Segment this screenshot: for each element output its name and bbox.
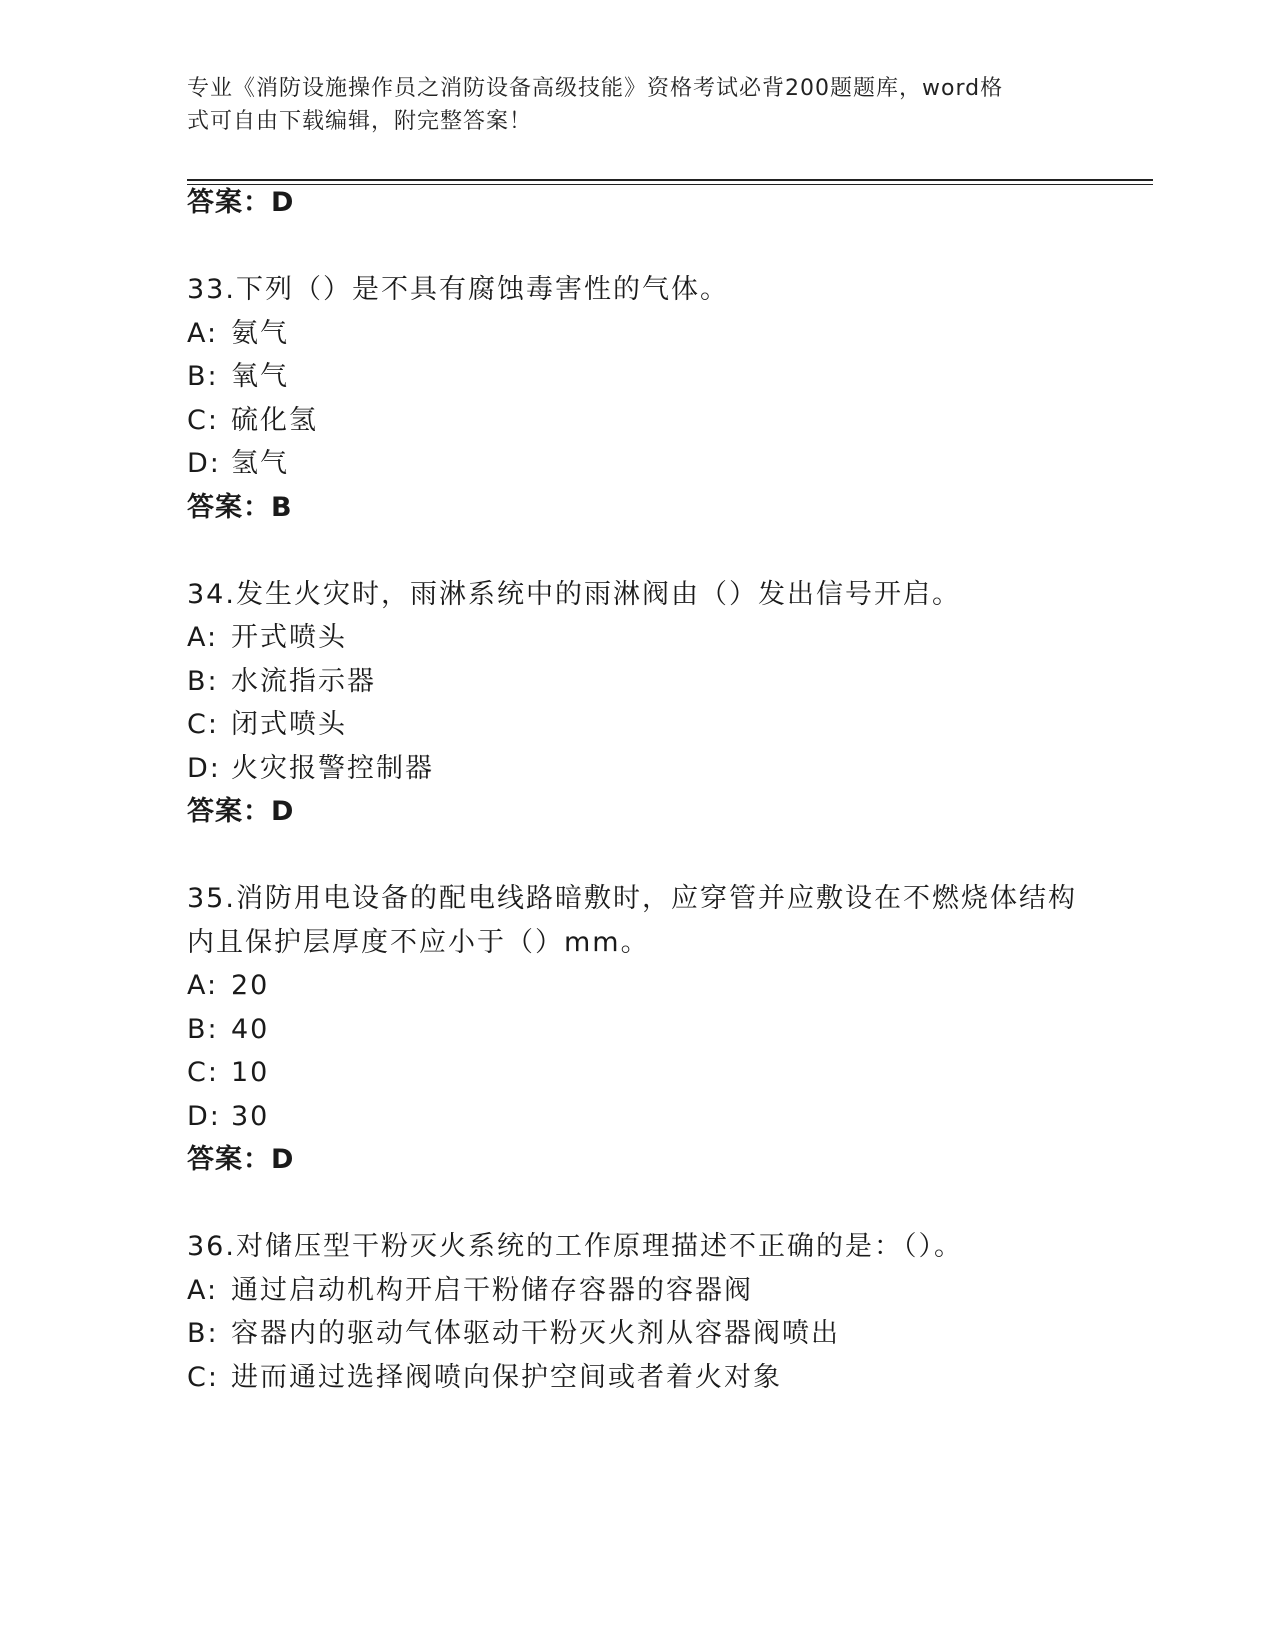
question-34-option-a [187,620,347,656]
answer-33: 答案：B [187,492,293,523]
question-35-option-c [187,1055,269,1091]
option-letter: D: [187,448,221,479]
question-34-stem: 34.发生火灾时，雨淋系统中的雨淋阀由（）发出信号开启。 [187,579,961,610]
question-35-stem-line-1: 35.消防用电设备的配电线路暗敷时，应穿管并应敷设在不燃烧体结构 [187,883,1077,914]
option-text: 容器内的驱动气体驱动干粉灭火剂从容器阀喷出 [231,1318,840,1349]
option-letter: B: [187,1318,219,1349]
option-text: 进而通过选择阀喷向保护空间或者着火对象 [231,1362,782,1393]
question-33-option-d [187,446,289,482]
option-letter: A: [187,318,219,349]
question-33-option-a [187,316,289,352]
option-text: 硫化氢 [231,405,318,436]
option-letter: C: [187,709,219,740]
option-text: 20 [231,970,270,1001]
document-header [187,72,1067,138]
question-33-option-c [187,403,318,439]
option-letter: D: [187,1101,221,1132]
option-letter: B: [187,1014,219,1045]
option-text: 氧气 [231,361,289,392]
option-text: 开式喷头 [231,622,347,653]
option-text: 水流指示器 [231,666,376,697]
option-letter: D: [187,753,221,784]
option-text: 通过启动机构开启干粉储存容器的容器阀 [231,1275,753,1306]
answer-32: 答案：D [187,187,295,218]
header-divider-thick [187,179,1153,181]
question-35-option-b [187,1012,269,1048]
question-36-option-c [187,1360,782,1396]
option-letter: C: [187,1057,219,1088]
option-letter: A: [187,1275,219,1306]
option-letter: C: [187,1362,219,1393]
question-33-stem: 33.下列（）是不具有腐蚀毒害性的气体。 [187,274,729,305]
header-divider-thin [187,184,1153,185]
header-line-2: 式可自由下载编辑，附完整答案！ [187,109,533,134]
question-34-option-c [187,707,347,743]
option-text: 40 [231,1014,270,1045]
question-36-option-a [187,1273,753,1309]
option-letter: C: [187,405,219,436]
option-text: 氢气 [231,448,289,479]
question-34-option-d [187,751,434,787]
option-letter: A: [187,970,219,1001]
option-letter: B: [187,361,219,392]
question-33-option-b [187,359,289,395]
option-letter: B: [187,666,219,697]
header-line-1: 专业《消防设施操作员之消防设备高级技能》资格考试必背200题题库，word格 [187,76,1004,101]
answer-35: 答案：D [187,1144,295,1175]
question-35-stem-line-2: 内且保护层厚度不应小于（）mm。 [187,927,650,958]
option-text: 10 [231,1057,270,1088]
question-36-option-b [187,1316,840,1352]
question-35-option-a [187,968,269,1004]
option-letter: A: [187,622,219,653]
option-text: 闭式喷头 [231,709,347,740]
option-text: 氨气 [231,318,289,349]
option-text: 火灾报警控制器 [231,753,434,784]
question-35-option-d [187,1099,269,1135]
option-text: 30 [231,1101,270,1132]
answer-34: 答案：D [187,796,295,827]
question-34-option-b [187,664,376,700]
question-36-stem: 36.对储压型干粉灭火系统的工作原理描述不正确的是：（）。 [187,1231,963,1262]
